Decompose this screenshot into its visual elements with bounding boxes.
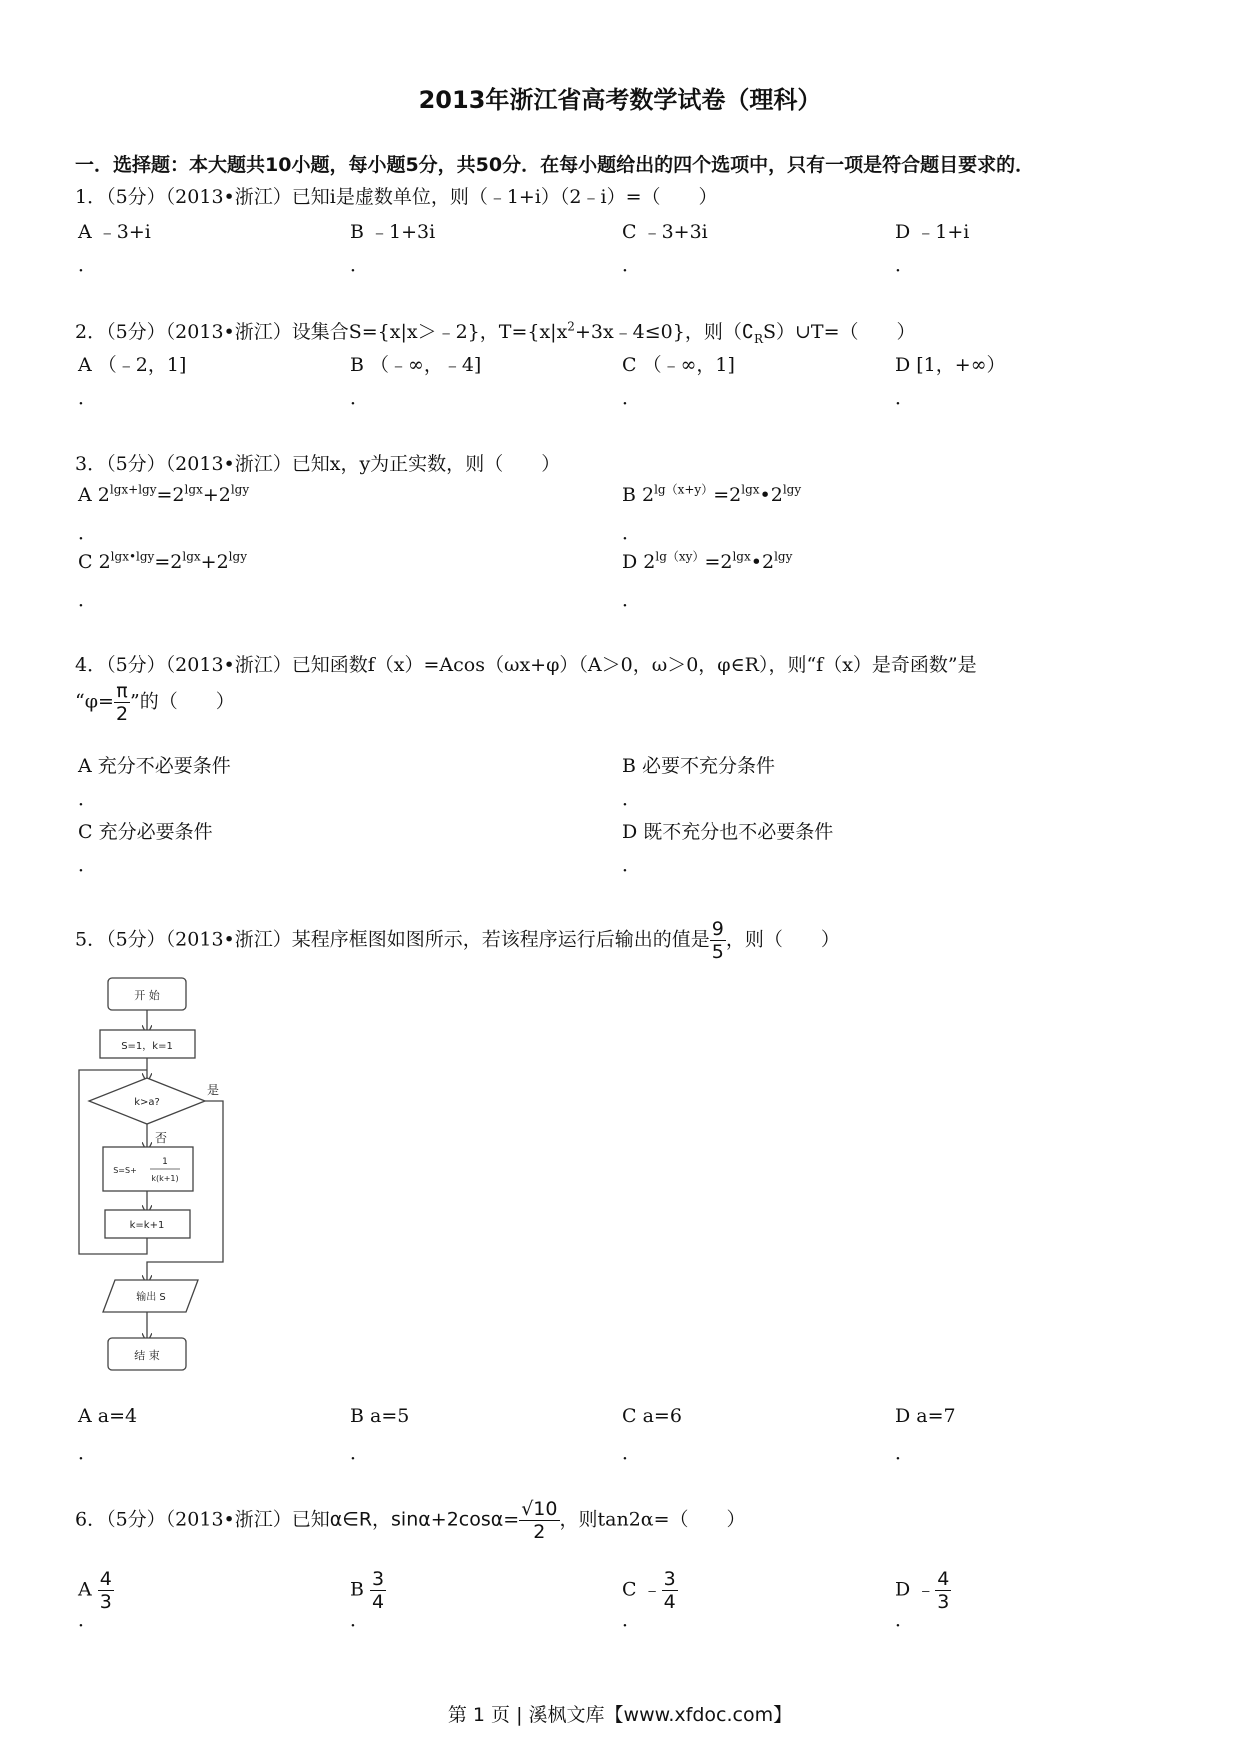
- dot: ．: [350, 254, 370, 276]
- question-3-stem: 3．（5分）（2013•浙江）已知x，y为正实数，则（ ）: [75, 453, 561, 475]
- dot: ．: [622, 1442, 642, 1464]
- t: lgx: [184, 482, 203, 497]
- question-6-stem: [75, 1498, 746, 1543]
- flow-init-label: S=1，k=1: [121, 1041, 173, 1052]
- question-5-stem: [75, 918, 840, 963]
- q2-option-b: B （﹣∞，﹣4]: [350, 354, 482, 376]
- flowchart: [75, 970, 235, 1385]
- frac-num: 4: [937, 1568, 950, 1590]
- flow-inc-label: k=k+1: [129, 1220, 165, 1231]
- q5-option-a: A a=4: [78, 1405, 138, 1427]
- t: =2: [154, 551, 183, 573]
- fraction: [710, 918, 726, 963]
- t: ”的（ ）: [130, 690, 235, 713]
- fraction: [370, 1568, 386, 1613]
- t: 5．（5分）（2013•浙江）某程序框图如图所示，若该程序运行后输出的值是: [75, 928, 710, 951]
- q3-option-d: [622, 551, 792, 573]
- frac-num: π: [114, 680, 130, 703]
- t: =2: [713, 484, 742, 506]
- q2-option-c: C （﹣∞，1]: [622, 354, 735, 376]
- frac-num: 9: [711, 918, 724, 940]
- q4-option-a: A 充分不必要条件: [78, 755, 231, 777]
- flow-output-label: 输出 S: [136, 1292, 166, 1303]
- t: lgy: [228, 549, 247, 564]
- flow-update-pre: S=S+: [113, 1166, 137, 1175]
- q4-option-d: D 既不充分也不必要条件: [622, 821, 834, 843]
- t: +2: [200, 551, 229, 573]
- fraction: [519, 1498, 559, 1543]
- t: =2: [704, 551, 733, 573]
- t: =2: [156, 484, 185, 506]
- frac-den: 2: [533, 1521, 546, 1543]
- t: •2: [750, 551, 775, 573]
- t: B: [350, 1578, 364, 1601]
- question-1-stem: 1．（5分）（2013•浙江）已知i是虚数单位，则（﹣1+i）（2﹣i）=（ ）: [75, 186, 718, 208]
- t: lgx+lgy: [109, 482, 157, 497]
- frac-num: 3: [372, 1568, 385, 1590]
- flow-update-den: k(k+1): [151, 1174, 179, 1183]
- dot: ．: [622, 254, 642, 276]
- q5-option-c: C a=6: [622, 1405, 682, 1427]
- q5-option-d: D a=7: [895, 1405, 956, 1427]
- q5-option-b: B a=5: [350, 1405, 410, 1427]
- t: lgx: [732, 549, 751, 564]
- dot: ．: [622, 387, 642, 409]
- dot: ．: [78, 788, 98, 810]
- question-2-stem: [75, 317, 916, 344]
- frac-den: 4: [372, 1591, 385, 1613]
- t: +2: [202, 484, 231, 506]
- dot: ．: [895, 254, 915, 276]
- t: 6．（5分）（2013•浙江）已知: [75, 1508, 330, 1531]
- q2-option-a: A （﹣2，1]: [78, 354, 187, 376]
- q2-stem-sup: 2: [567, 319, 575, 334]
- dot: ．: [895, 387, 915, 409]
- dot: ．: [350, 387, 370, 409]
- t: •2: [759, 484, 783, 506]
- fraction: [114, 680, 130, 725]
- t: lgy: [230, 482, 250, 497]
- fraction: [98, 1568, 114, 1613]
- dot: ．: [78, 589, 98, 611]
- q2-option-d: D [1，+∞）: [895, 354, 1006, 376]
- t: lg（xy）: [655, 549, 705, 564]
- question-4-stem-line2: [75, 680, 235, 725]
- dot: ．: [622, 522, 642, 544]
- q4-option-b: B 必要不充分条件: [622, 755, 776, 777]
- dot: ．: [622, 854, 642, 876]
- dot: ．: [78, 254, 98, 276]
- frac-den: 4: [663, 1591, 676, 1613]
- dot: ．: [350, 1442, 370, 1464]
- t: A: [78, 1578, 92, 1601]
- frac-den: 2: [115, 703, 129, 725]
- q1-option-d: D ﹣1+i: [895, 221, 970, 243]
- page-title: 2013年浙江省高考数学试卷（理科）: [418, 86, 822, 114]
- flow-yes-label: 是: [206, 1083, 220, 1097]
- dot: ．: [895, 1442, 915, 1464]
- dot: ．: [350, 1609, 370, 1631]
- question-4-stem: 4．（5分）（2013•浙江）已知函数f（x）=Acos（ωx+φ）（A＞0，ω＞0，φ∈R），则“f（x）是奇函数”是: [75, 654, 977, 676]
- q1-option-c: C ﹣3+3i: [622, 221, 708, 243]
- dot: ．: [78, 854, 98, 876]
- frac-num: 3: [663, 1568, 676, 1590]
- dot: ．: [78, 1609, 98, 1631]
- t: ，则tan2α=（ ）: [559, 1508, 746, 1531]
- t: “φ=: [75, 690, 114, 713]
- dot: ．: [622, 1609, 642, 1631]
- page-footer: 第 1 页 | 溪枫文库【www.xfdoc.com】: [447, 1704, 793, 1726]
- q2-stem-mid: +3x﹣4≤0}，则（∁: [574, 321, 754, 343]
- t: A 2: [78, 484, 110, 506]
- dot: ．: [78, 387, 98, 409]
- q2-stem-post: S）∪T=（ ）: [762, 321, 916, 343]
- t: D 2: [622, 551, 656, 573]
- t: lgx•lgy: [110, 549, 155, 564]
- flow-end-label: 结 束: [134, 1349, 160, 1362]
- q4-option-c: C 充分必要条件: [78, 821, 213, 843]
- q3-option-b: [622, 484, 801, 506]
- t: lgy: [774, 549, 793, 564]
- dot: ．: [622, 788, 642, 810]
- frac-den: 3: [937, 1591, 950, 1613]
- dot: ．: [895, 1609, 915, 1631]
- t: ，则（ ）: [725, 928, 840, 951]
- flow-update-num: 1: [162, 1157, 168, 1167]
- t: ﹣: [642, 1578, 662, 1601]
- frac-num: 4: [99, 1568, 112, 1590]
- q1-option-b: B ﹣1+3i: [350, 221, 436, 243]
- q2-stem-sub: R: [753, 331, 763, 346]
- flow-no-label: 否: [154, 1131, 168, 1145]
- dot: ．: [622, 589, 642, 611]
- t: B 2: [622, 484, 655, 506]
- frac-den: 5: [711, 941, 724, 963]
- frac-den: 3: [99, 1591, 112, 1613]
- t: lgy: [782, 482, 802, 497]
- q1-option-a: A ﹣3+i: [78, 221, 151, 243]
- t: lg（x+y）: [654, 482, 714, 497]
- fraction: [662, 1568, 678, 1613]
- q3-option-c: [78, 551, 247, 573]
- t: lgx: [741, 482, 760, 497]
- q6-expr: α∈R，sinα+2cosα=: [329, 1508, 520, 1531]
- dot: ．: [78, 522, 98, 544]
- section-heading: 一．选择题：本大题共10小题，每小题5分，共50分．在每小题给出的四个选项中，只有一项是符合题目要求的．: [75, 154, 1035, 176]
- t: ﹣: [916, 1578, 936, 1601]
- q2-stem-pre: 2．（5分）（2013•浙江）设集合S={x|x＞﹣2}，T={x|x: [75, 321, 568, 343]
- dot: ．: [78, 1442, 98, 1464]
- flow-cond-label: k>a?: [134, 1097, 160, 1108]
- q3-option-a: [78, 484, 249, 506]
- frac-num: √10: [521, 1498, 558, 1520]
- fraction: [935, 1568, 951, 1613]
- t: C: [622, 1578, 637, 1601]
- t: lgx: [182, 549, 201, 564]
- flow-start-label: 开 始: [134, 989, 160, 1002]
- t: D: [895, 1578, 911, 1601]
- t: C 2: [78, 551, 111, 573]
